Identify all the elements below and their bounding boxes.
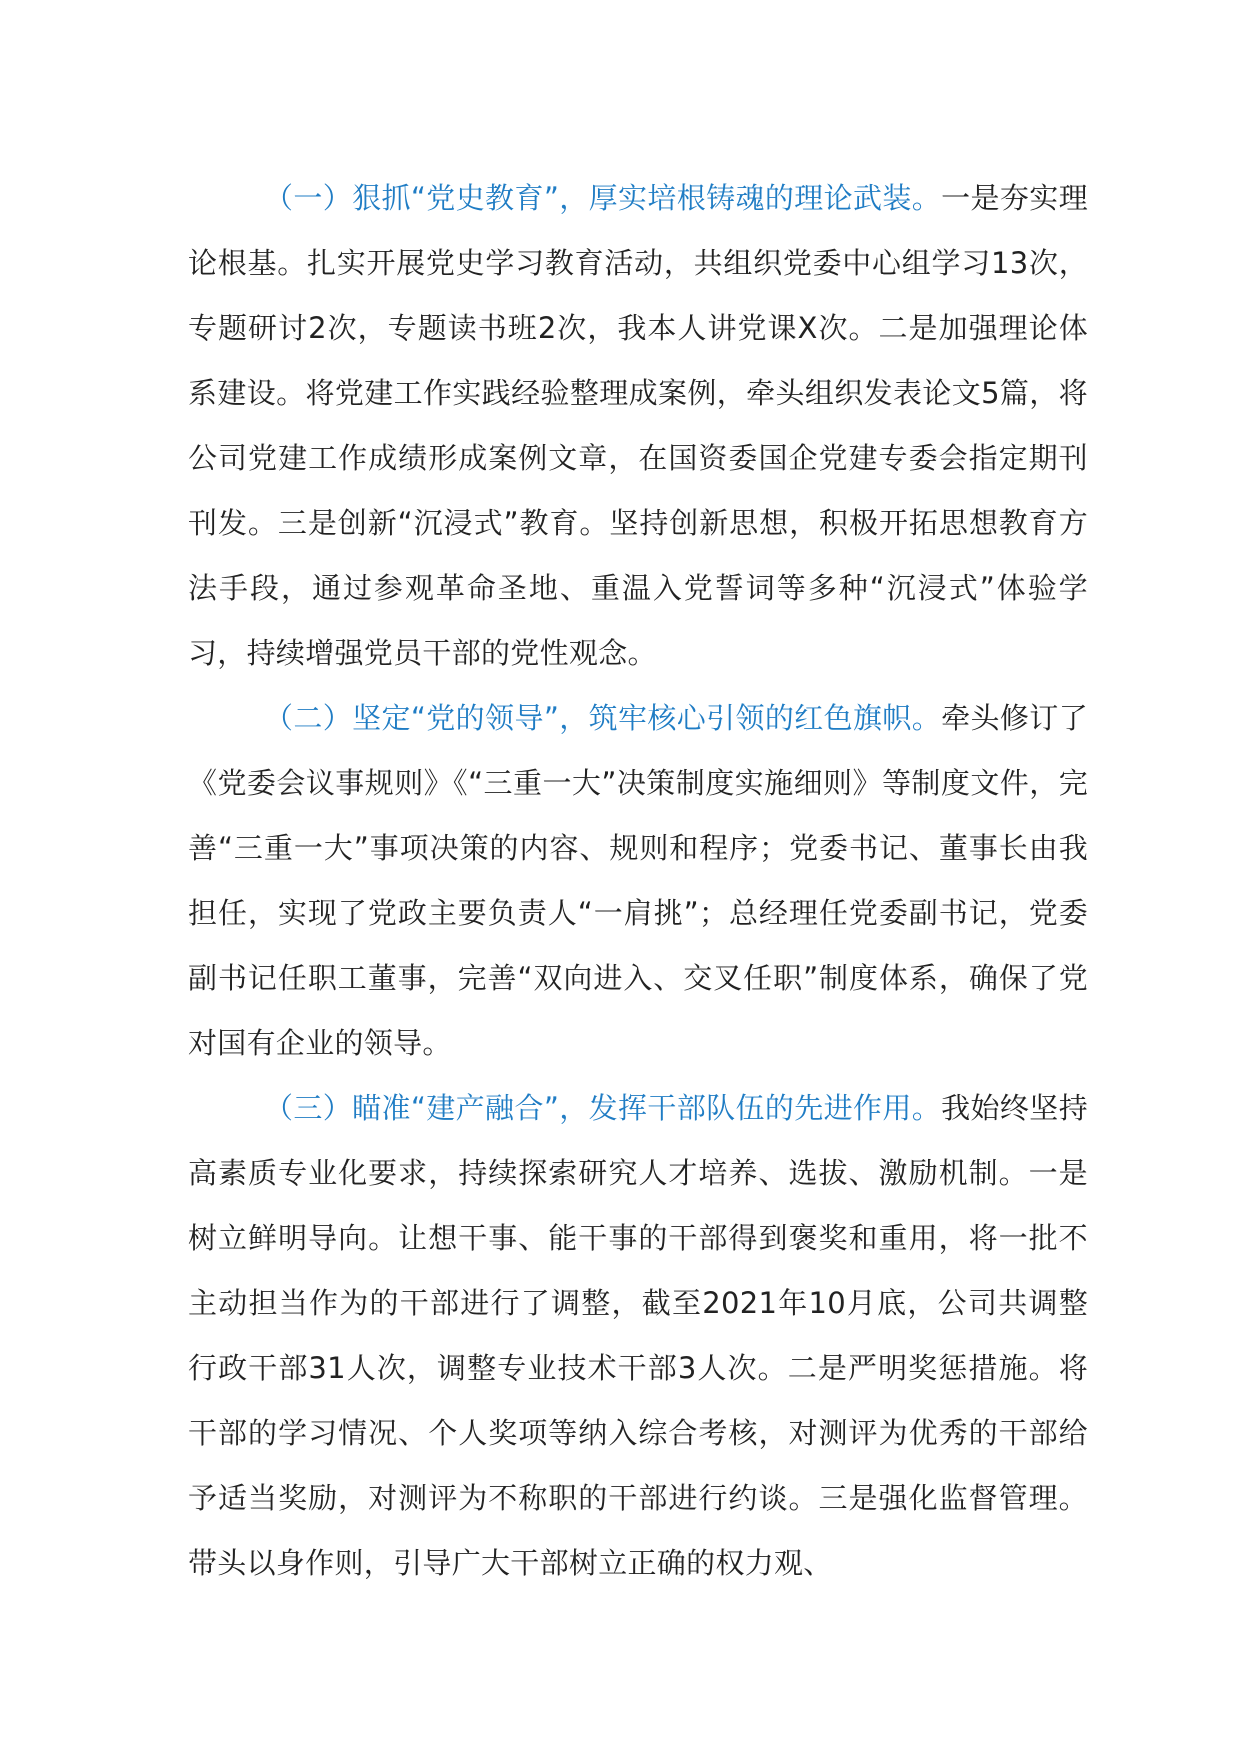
section-heading-3: （三）瞄准“建产融合”，发挥干部队伍的先进作用。 — [264, 1091, 942, 1125]
section-body-1: 一是夯实理论根基。扎实开展党史学习教育活动，共组织党委中心组学习13次，专题研讨2次，专题读书班2次，我本人讲党课X次。二是加强理论体系建设。将党建工作实践经验整理成案例，牵头组织发表论文5篇，将公司党建工作成绩形成案例文章，在国资委国企党建专委会指定期刊刊发。三是创新“沉浸式”教育。坚持创新思想，积极开拓思想教育方法手段，通过参观革命圣地、重温入党誓词等多种“沉浸式”体验学习，持续增强党员干部的党性观念。 — [188, 181, 1088, 670]
section-paragraph-3 — [188, 1076, 1088, 1596]
section-body-3: 我始终坚持高素质专业化要求，持续探索研究人才培养、选拔、激励机制。一是树立鲜明导向。让想干事、能干事的干部得到褒奖和重用，将一批不主动担当作为的干部进行了调整，截至2021年10月底，公司共调整行政干部31人次，调整专业技术干部3人次。二是严明奖惩措施。将干部的学习情况、个人奖项等纳入综合考核，对测评为优秀的干部给予适当奖励，对测评为不称职的干部进行约谈。三是强化监督管理。带头以身作则，引导广大干部树立正确的权力观、 — [188, 1091, 1088, 1580]
section-paragraph-2 — [188, 686, 1088, 1076]
section-paragraph-1 — [188, 166, 1088, 686]
section-heading-1: （一）狠抓“党史教育”，厚实培根铸魂的理论武装。 — [264, 181, 942, 215]
section-body-2: 牵头修订了《党委会议事规则》《“三重一大”决策制度实施细则》等制度文件，完善“三重一大”事项决策的内容、规则和程序；党委书记、董事长由我担任，实现了党政主要负责人“一肩挑”；总经理任党委副书记，党委副书记任职工董事，完善“双向进入、交叉任职”制度体系，确保了党对国有企业的领导。 — [188, 701, 1088, 1060]
section-heading-2: （二）坚定“党的领导”，筑牢核心引领的红色旗帜。 — [264, 701, 942, 735]
document-body — [188, 166, 1088, 1596]
